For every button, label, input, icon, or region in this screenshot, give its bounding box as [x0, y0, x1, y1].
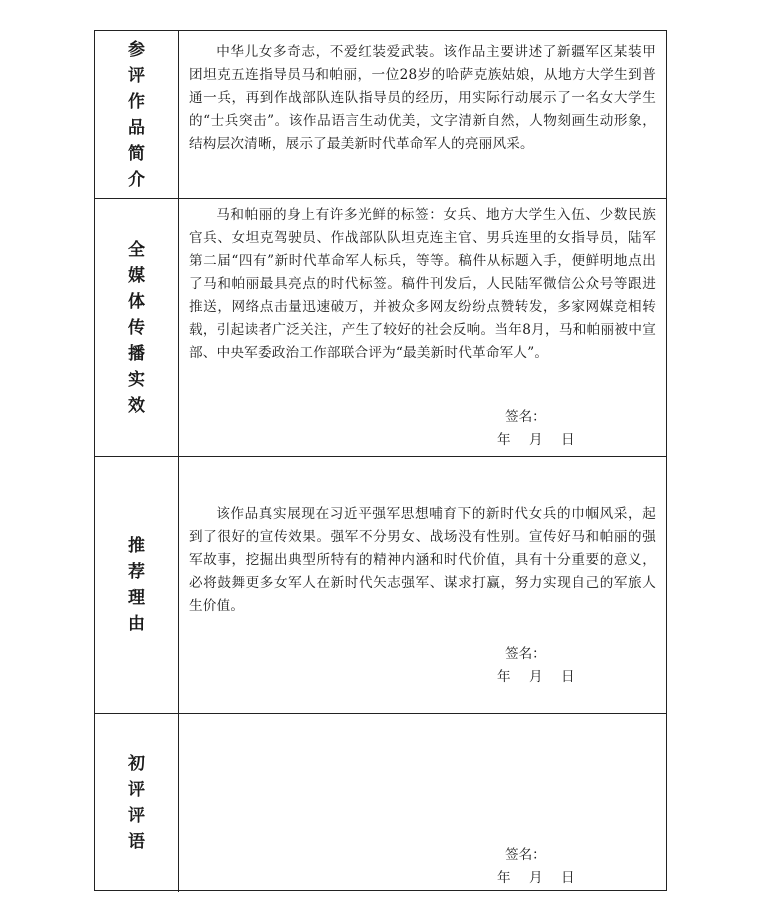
date-line: [497, 867, 575, 890]
label-char: 播: [128, 343, 145, 364]
label-char: 实: [128, 369, 145, 390]
label-char: 初: [128, 754, 145, 774]
date-year: 年: [497, 432, 511, 448]
label-initial-comment: [95, 714, 179, 892]
signature-label: 签名：: [505, 409, 546, 425]
row-work-summary: [95, 31, 666, 198]
label-char: 体: [128, 291, 145, 312]
label-char: 评: [128, 65, 145, 86]
date-line: [497, 429, 575, 452]
date-line: [497, 666, 575, 689]
label-char: 评: [128, 780, 145, 800]
label-char: 介: [128, 169, 145, 190]
label-work-summary: [95, 31, 179, 198]
row-media-effect: [95, 198, 666, 456]
label-char: 效: [128, 395, 145, 416]
label-char: 媒: [128, 265, 145, 286]
label-char: 评: [128, 806, 145, 826]
row-initial-comment: [95, 713, 666, 892]
evaluation-form-table: [94, 30, 667, 891]
signature-block: [497, 643, 575, 689]
work-summary-text: 中华儿女多奇志，不爱红装爱武装。该作品主要讲述了新疆军区某装甲团坦克五连指导员马和帕丽，一位28岁的哈萨克族姑娘，从地方大学生到普通一兵，再到作战部队连队指导员的经历，用实际行动展示了一名女大学生的“士兵突击”。该作品语言生动优美，文字清新自然，人物刻画生动形象，结构层次清晰，展示了最美新时代革命军人的亮丽风采。: [189, 44, 656, 152]
date-month: 月: [529, 432, 543, 448]
media-effect-text: 马和帕丽的身上有许多光鲜的标签：女兵、地方大学生入伍、少数民族官兵、女坦克驾驶员、作战部队队坦克连主官、男兵连里的女指导员，陆军第二届“四有”新时代革命军人标兵，等等。稿件从标题入手，便鲜明地点出了马和帕丽最具亮点的时代标签。稿件刊发后，人民陆军微信公众号等跟进推送，网络点击量迅速破万，并被众多网友纷纷点赞转发，多家网媒竞相转载，引起读者广泛关注，产生了较好的社会反响。当年8月，马和帕丽被中宣部、中央军委政治工作部联合评为“最美新时代革命军人”。: [189, 207, 656, 361]
signature-block: [497, 406, 575, 452]
signature-block: [497, 844, 575, 890]
label-char: 参: [128, 39, 145, 60]
date-month: 月: [529, 870, 543, 886]
label-char: 传: [128, 317, 145, 338]
label-char: 理: [128, 588, 145, 608]
content-recommend-reason: [179, 457, 666, 713]
label-char: 品: [128, 117, 145, 138]
date-month: 月: [529, 669, 543, 685]
date-day: 日: [561, 669, 575, 685]
label-char: 作: [128, 91, 145, 112]
date-day: 日: [561, 432, 575, 448]
content-media-effect: [179, 199, 666, 456]
label-char: 荐: [128, 562, 145, 582]
label-char: 简: [128, 143, 145, 164]
content-initial-comment: [179, 714, 666, 892]
date-year: 年: [497, 870, 511, 886]
date-year: 年: [497, 669, 511, 685]
row-recommend-reason: [95, 456, 666, 713]
signature-label: 签名：: [505, 847, 546, 863]
label-media-effect: [95, 199, 179, 456]
recommend-reason-text: 该作品真实展现在习近平强军思想哺育下的新时代女兵的巾帼风采，起到了很好的宣传效果。强军不分男女、战场没有性别。宣传好马和帕丽的强军故事，挖掘出典型所特有的精神内涵和时代价值，具有十分重要的意义，必将鼓舞更多女军人在新时代矢志强军、谋求打赢，努力实现自己的军旅人生价值。: [189, 506, 656, 614]
label-recommend-reason: [95, 457, 179, 713]
label-char: 全: [128, 239, 145, 260]
content-work-summary: [179, 31, 666, 198]
date-day: 日: [561, 870, 575, 886]
signature-label: 签名：: [505, 646, 546, 662]
label-char: 由: [128, 614, 145, 634]
label-char: 语: [128, 832, 145, 852]
label-char: 推: [128, 536, 145, 556]
